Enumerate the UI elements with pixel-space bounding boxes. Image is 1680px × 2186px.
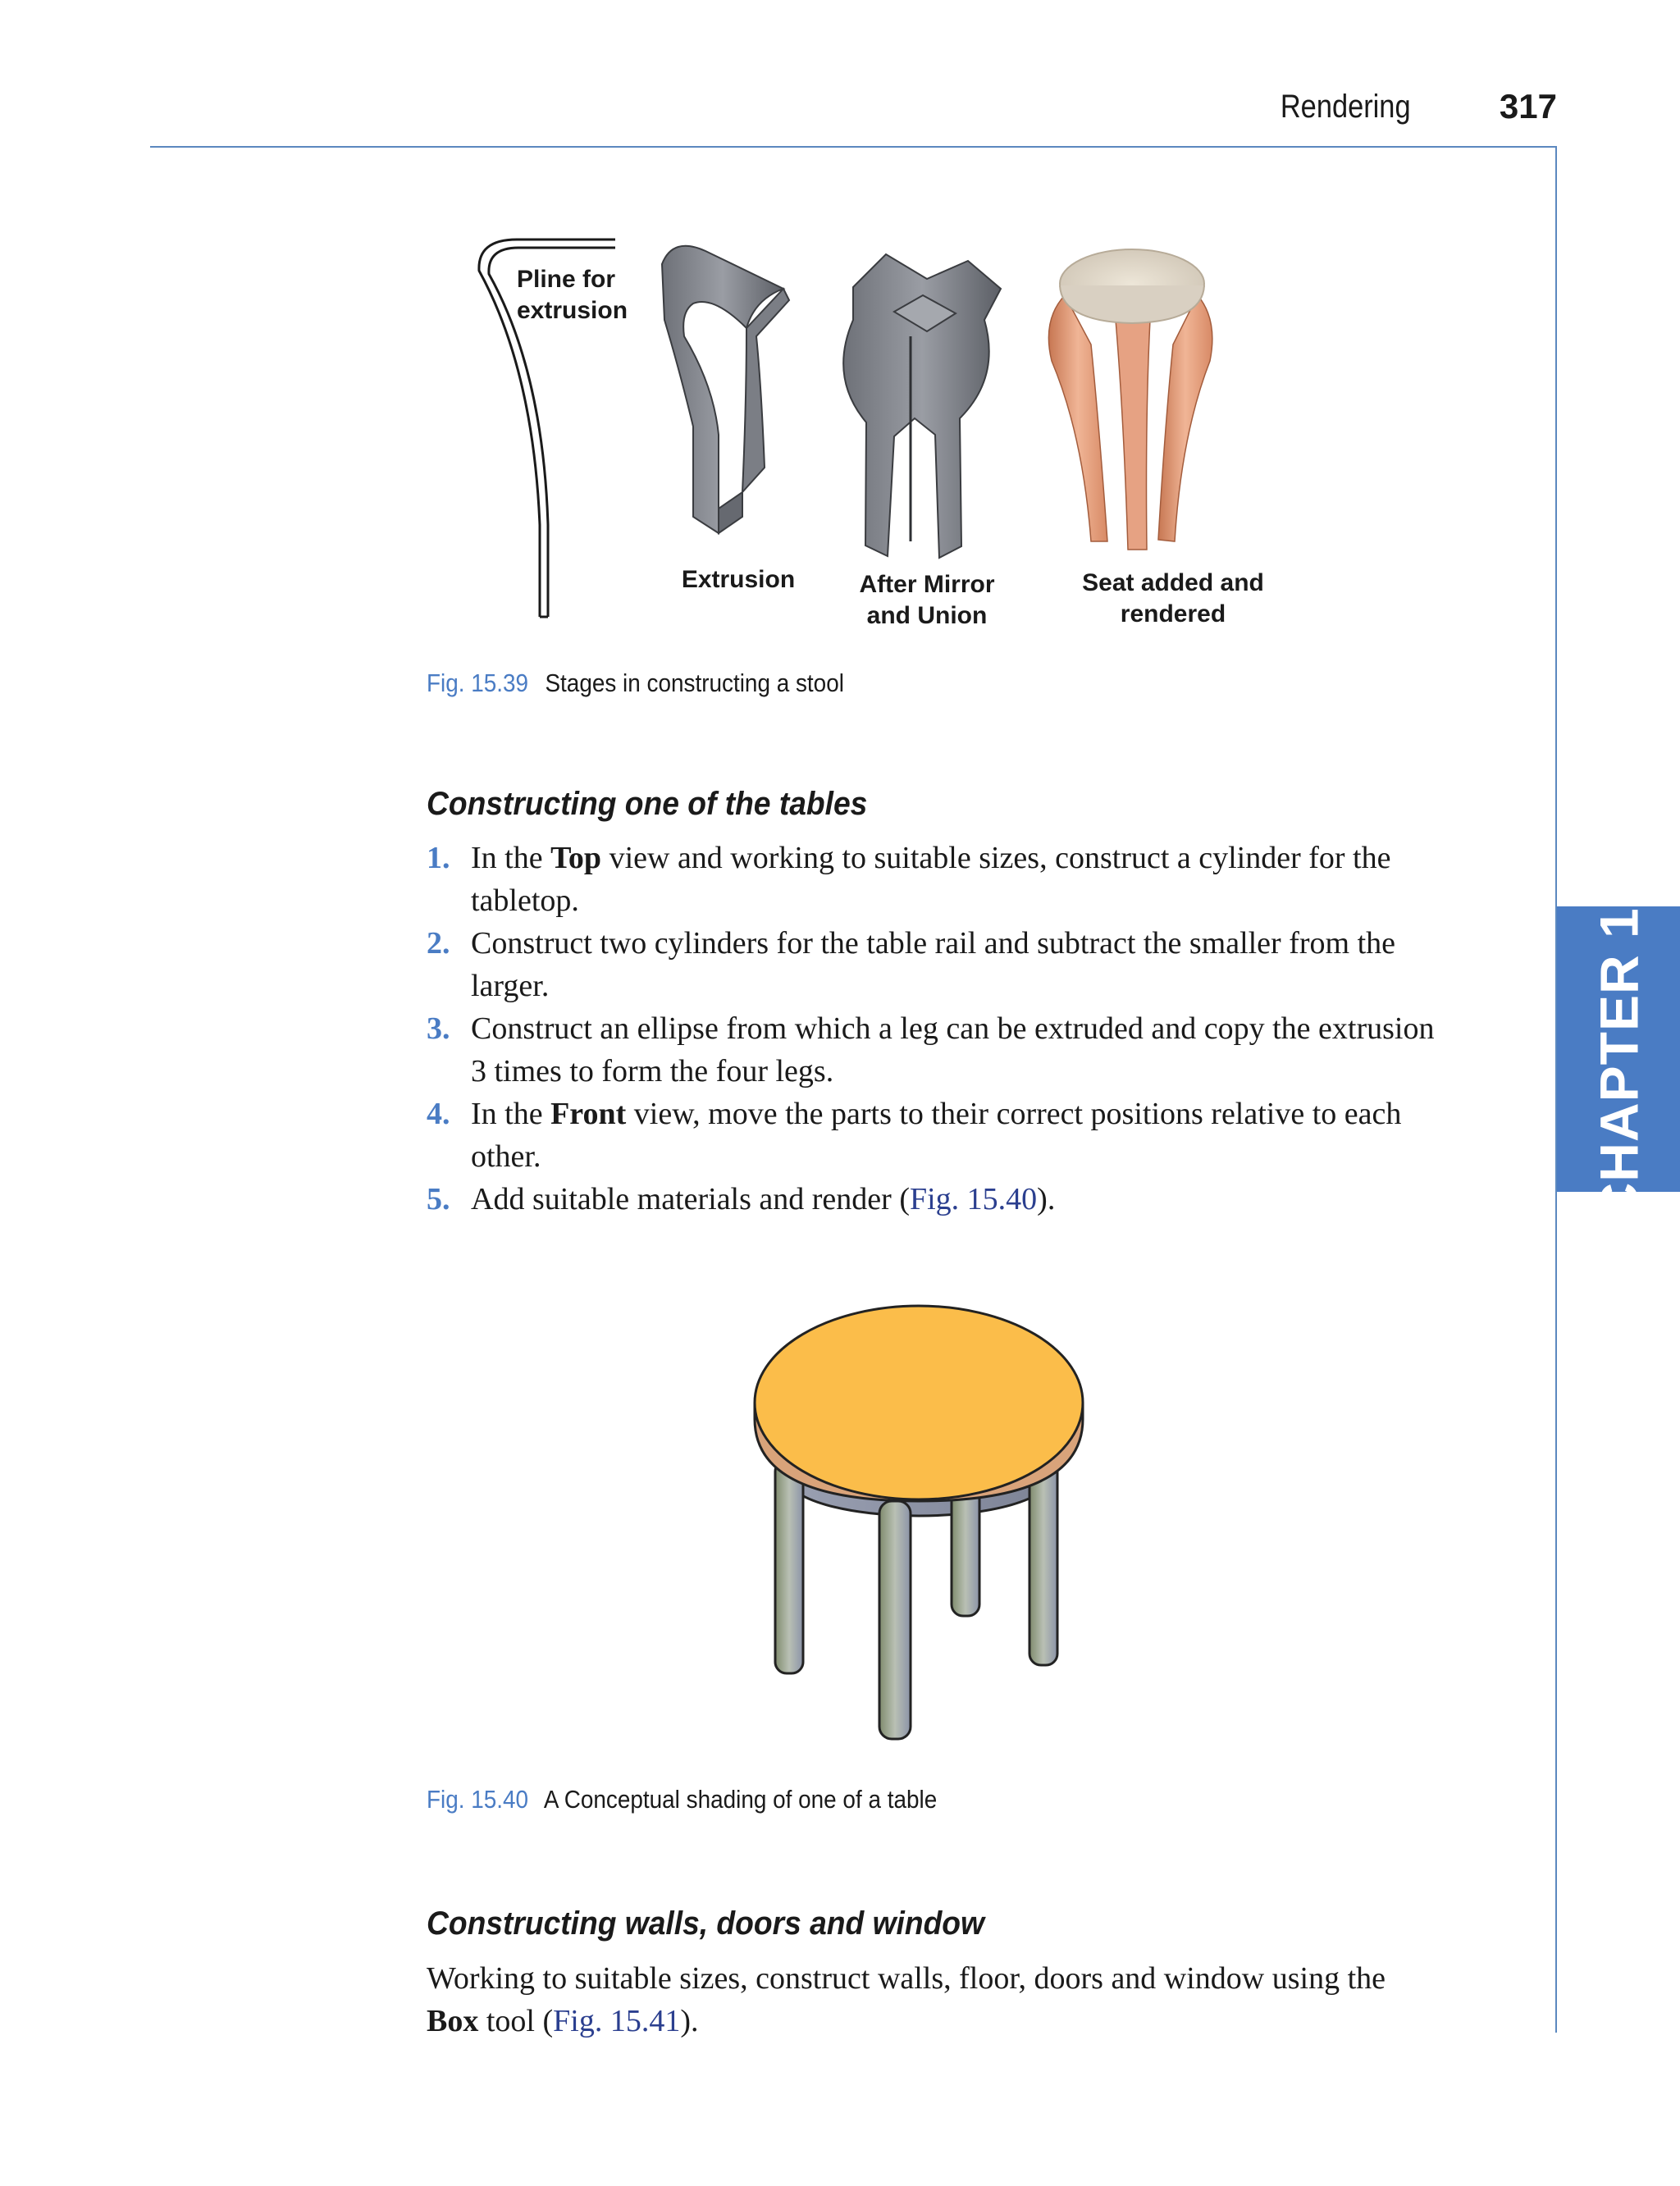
body-paragraph — [427, 1957, 1444, 2042]
chapter-tab — [1557, 876, 1680, 1222]
step-number: 3. — [427, 1011, 450, 1046]
section-heading-tables: Constructing one of the tables — [427, 786, 868, 822]
figure-caption-15-39 — [427, 669, 844, 698]
chapter-tab-label: CHAPTER 15 — [1588, 876, 1650, 1222]
para-text: tool ( — [478, 2004, 554, 2038]
table-top — [755, 1306, 1083, 1501]
step-item — [427, 1093, 1444, 1178]
step-bold: Top — [550, 841, 602, 875]
step-bold: Front — [550, 1097, 627, 1131]
step-item — [427, 1178, 1444, 1221]
step-item — [427, 1007, 1444, 1093]
label-extrusion: Extrusion — [681, 566, 796, 593]
step-item — [427, 922, 1444, 1007]
step-number: 5. — [427, 1182, 450, 1216]
step-text: view, move the parts to their correct positions relative to each other. — [471, 1097, 1402, 1174]
label-pline-line-2: extrusion — [517, 297, 628, 324]
steps-list — [427, 837, 1444, 1221]
running-title: Rendering — [1281, 88, 1411, 125]
step-item — [427, 837, 1444, 922]
figure-table-shading — [722, 1296, 1116, 1755]
header-rule — [150, 146, 1557, 148]
label-pline-line-1: Pline for — [517, 266, 616, 293]
running-header — [1259, 82, 1557, 131]
page-number: 317 — [1499, 87, 1557, 126]
label-seat-rendered — [1058, 568, 1288, 630]
step-number: 2. — [427, 926, 450, 961]
figure-caption-15-40 — [427, 1785, 937, 1814]
caption-text: A Conceptual shading of one of a table — [543, 1785, 938, 1814]
step-text: Construct two cylinders for the table rail and subtract the smaller from the larger. — [471, 926, 1395, 1003]
para-text: Working to suitable sizes, construct walls, floor, doors and window using the — [427, 1961, 1386, 1996]
step-number: 1. — [427, 841, 450, 875]
label-mirror-line-2: and Union — [866, 602, 988, 629]
label-seat-line-1: Seat added and — [1082, 569, 1264, 596]
caption-text: Stages in constructing a stool — [545, 669, 844, 697]
figure-reference-link[interactable]: Fig. 15.41 — [553, 2004, 681, 2038]
mirror-union-shape — [843, 254, 1001, 558]
step-text: view and working to suitable sizes, construct a cylinder for the tabletop. — [471, 841, 1391, 918]
label-mirror-union — [829, 569, 1025, 632]
extrusion-shape — [662, 246, 789, 533]
label-mirror-line-1: After Mirror — [859, 571, 995, 598]
label-seat-line-2: rendered — [1120, 600, 1226, 628]
caption-fig-number: Fig. 15.39 — [427, 669, 529, 697]
step-text: Construct an ellipse from which a leg can be extruded and copy the extrusion 3 times to form the four legs. — [471, 1011, 1435, 1088]
rendered-stool-shape — [1048, 249, 1212, 550]
figure-reference-link[interactable]: Fig. 15.40 — [909, 1182, 1038, 1216]
step-number: 4. — [427, 1097, 450, 1131]
figure-stool-stages — [468, 221, 1288, 648]
label-pline — [517, 264, 628, 326]
table-illustration — [722, 1296, 1116, 1755]
step-text: Add suitable materials and render ( — [471, 1182, 910, 1216]
para-text: ). — [680, 2004, 699, 2038]
section-heading-walls: Constructing walls, doors and window — [427, 1905, 984, 1942]
para-bold: Box — [427, 2004, 479, 2038]
step-text: In the — [471, 1097, 551, 1131]
step-text: ). — [1037, 1182, 1056, 1216]
caption-fig-number: Fig. 15.40 — [427, 1785, 529, 1814]
step-text: In the — [471, 841, 551, 875]
